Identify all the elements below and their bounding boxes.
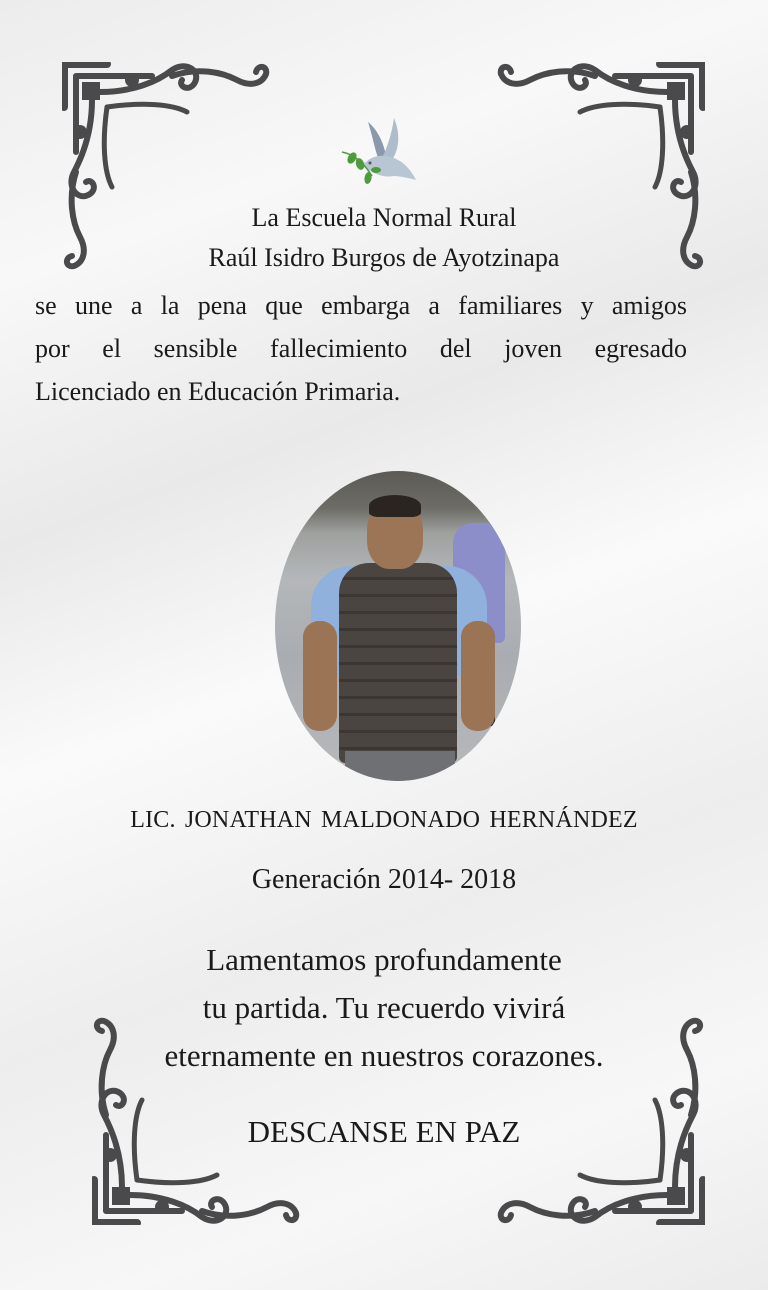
photo-arm-left [303, 621, 337, 731]
condolence-line: Licenciado en Educación Primaria. [35, 377, 401, 406]
condolence-line: se une a la pena que embarga a familiares y amigos [35, 291, 687, 320]
photo-vest [339, 563, 457, 763]
condolence-line: por el sensible fallecimiento del joven egresado [35, 334, 687, 363]
photo-arm-right [461, 621, 495, 731]
message-line: eternamente en nuestros corazones. [164, 1038, 604, 1073]
photo-hair [369, 495, 421, 517]
deceased-portrait-photo [275, 471, 521, 781]
condolence-paragraph [35, 284, 687, 413]
message-line: Lamentamos profundamente [206, 942, 562, 977]
school-name-line-2: Raúl Isidro Burgos de Ayotzinapa [208, 243, 560, 272]
dove-icon [338, 114, 420, 194]
rest-in-peace-text: DESCANSE EN PAZ [247, 1114, 521, 1149]
photo-pants [345, 751, 455, 781]
deceased-name: LIC. JONATHAN MALDONADO HERNÁNDEZ [130, 807, 638, 833]
school-name-line-1: La Escuela Normal Rural [251, 203, 517, 232]
message-line: tu partida. Tu recuerdo vivirá [202, 990, 566, 1025]
generation-label: Generación 2014- 2018 [251, 864, 517, 895]
